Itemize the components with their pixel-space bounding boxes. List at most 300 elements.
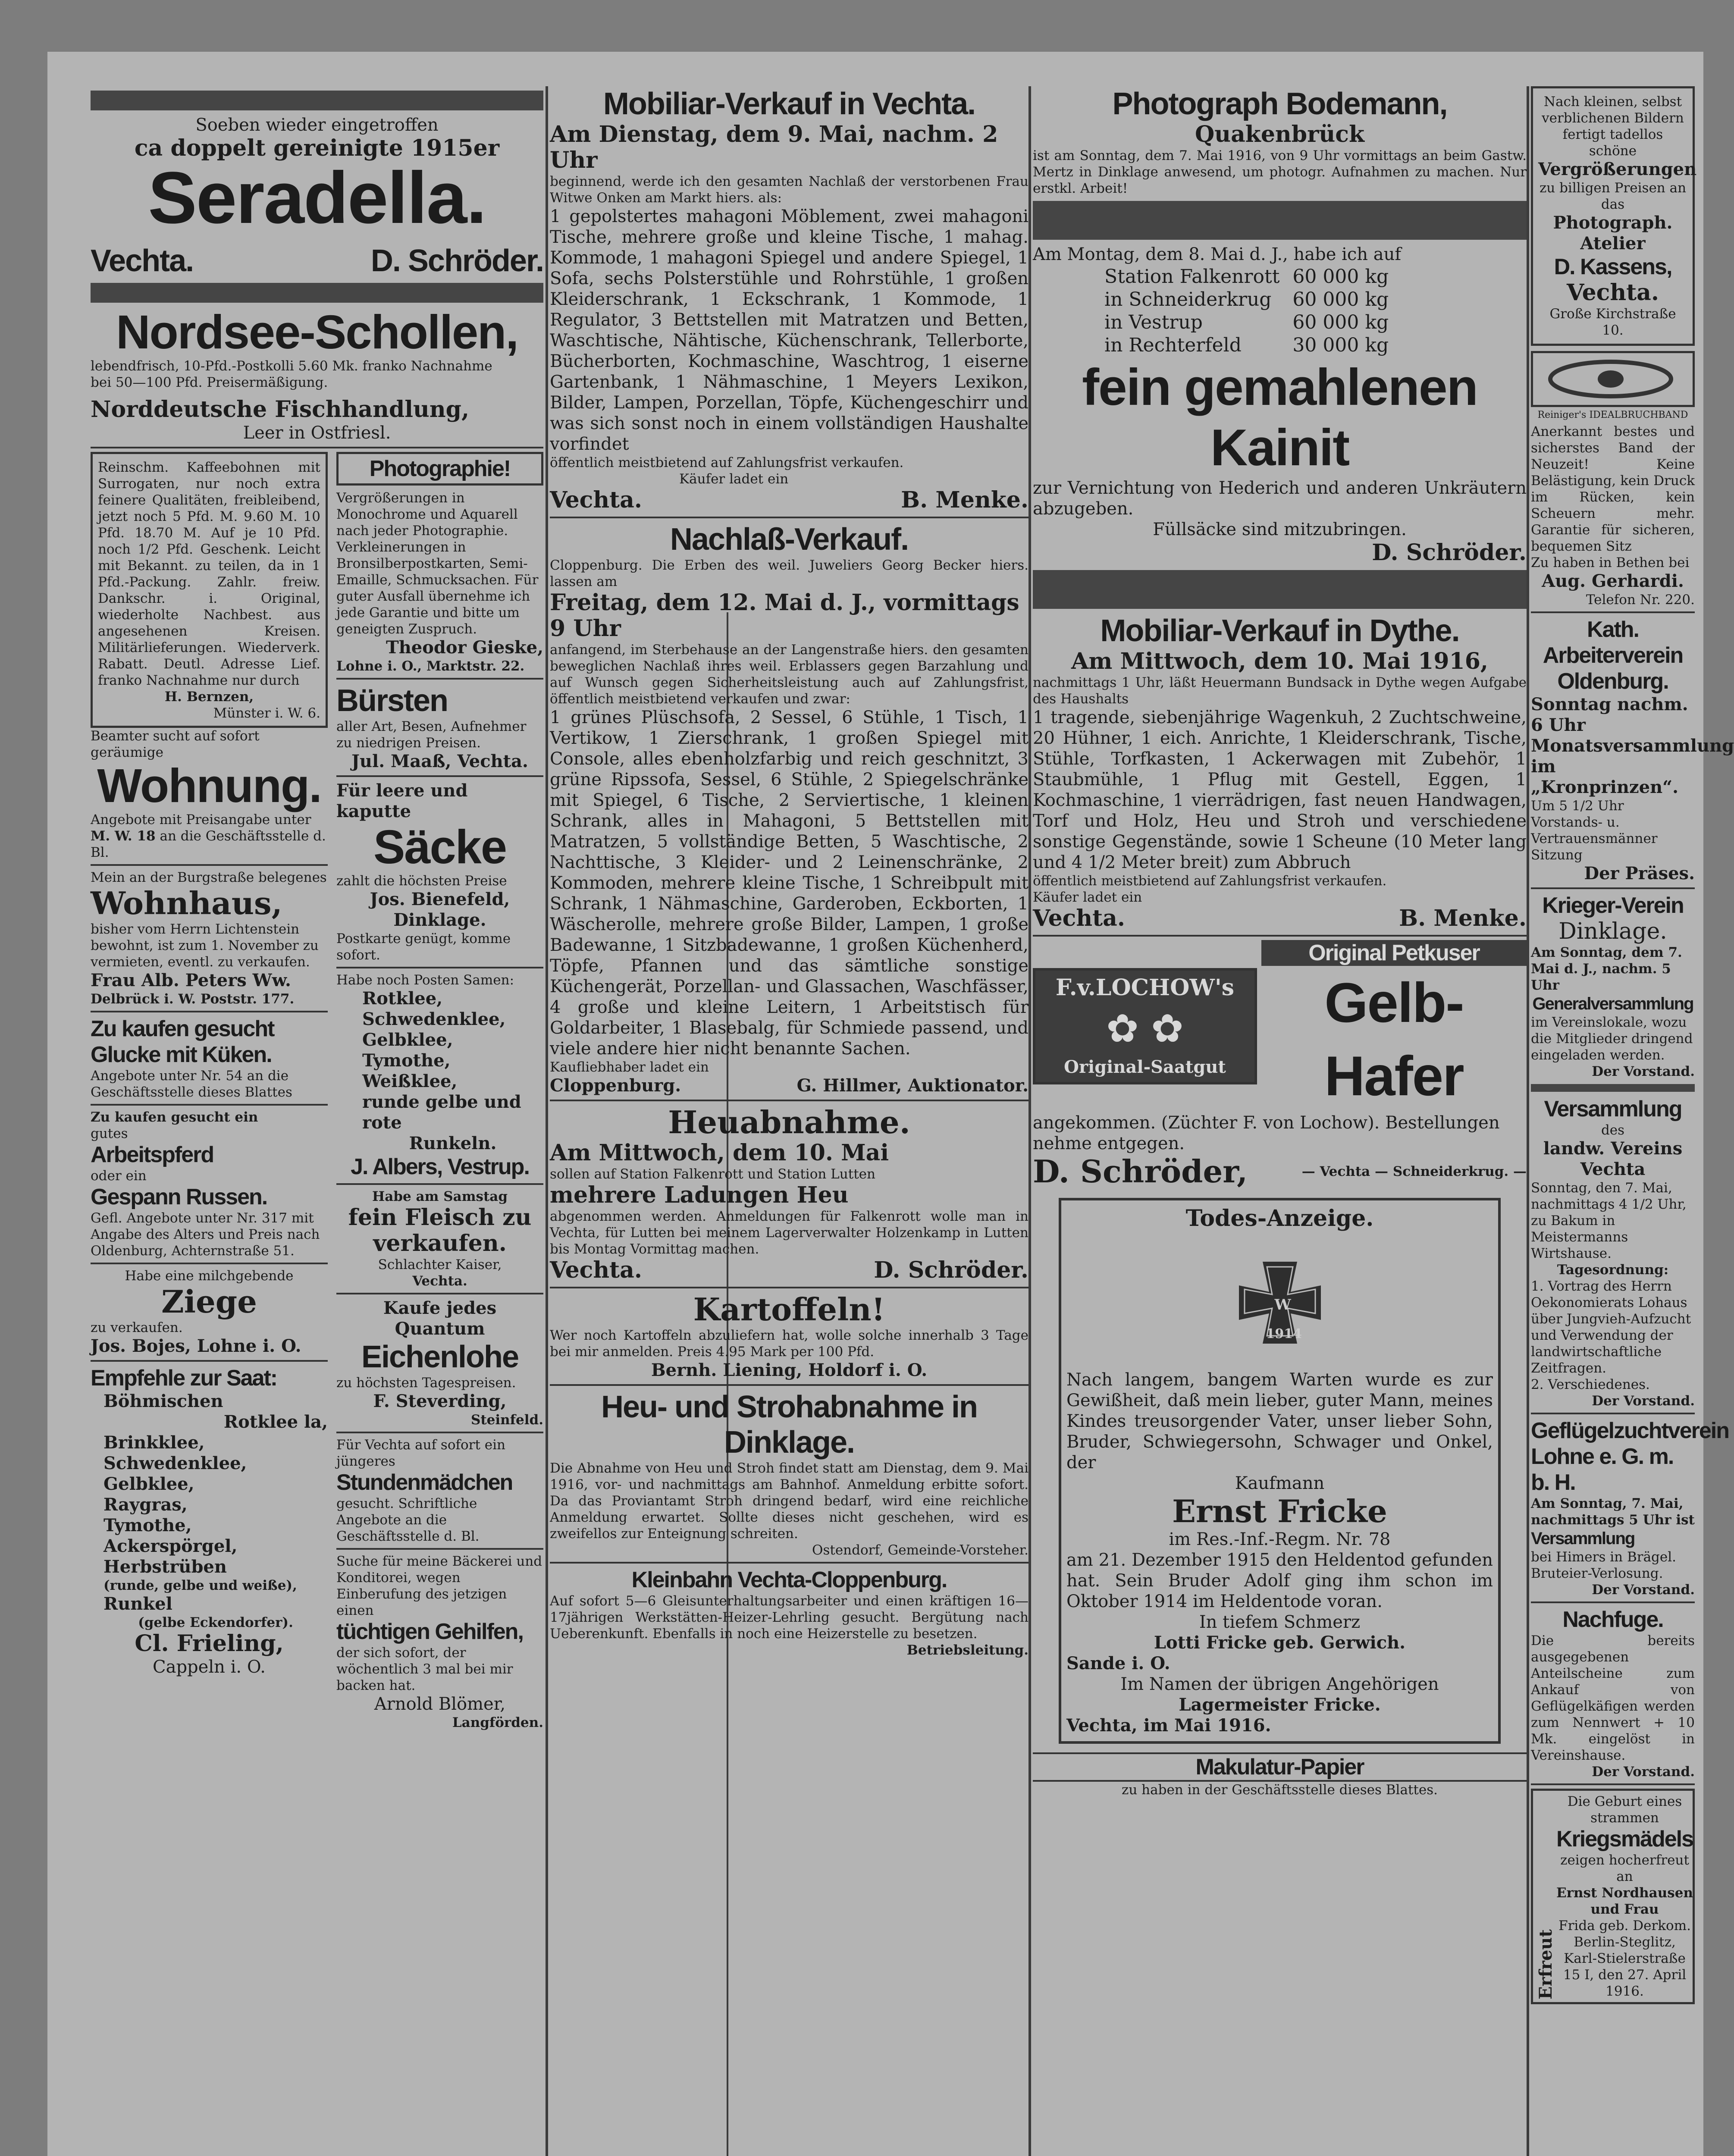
ad-title: Vergrößerungen xyxy=(1538,159,1697,179)
ad-intro: Zu kaufen gesucht ein xyxy=(91,1109,258,1125)
ad-name: D. Schröder. xyxy=(874,1257,1028,1283)
divider xyxy=(336,775,543,777)
ad-text: im Vereinslokale, wozu die Mitglieder dringend eingeladen werden. xyxy=(1531,1015,1693,1063)
seed-item: Schwedenklee, xyxy=(362,1009,506,1029)
ad-text: Große Kirchstraße 10. xyxy=(1549,306,1676,338)
hafer-ad xyxy=(1033,940,1527,1189)
logo-title: F.v.LOCHOW's xyxy=(1055,975,1235,1001)
ad-text: In tiefem Schmerz xyxy=(1199,1612,1361,1632)
ad-intro: nachmittags 1 Uhr, läßt Heuermann Bundsack in Dythe wegen Aufgabe des Haushalts xyxy=(1033,675,1527,707)
ad-place: Münster i. W. 6. xyxy=(213,705,320,721)
ad-place: Vechta. xyxy=(1033,905,1125,931)
ad-body: 1 gepolstertes mahagoni Möblement, zwei mahagoni Tische, mehrere große und kleine Tische, 1 mahag. Kommode, 1 mahagoni Spiegel und andere Spiegel, 1 Sofa, sechs Polsterstühle und Rohrstühle, 1 großen Kleiderschrank, 1 Eckschrank, 1 Kommode, 1 Regulator, 3 Bettstellen mit Matratzen und Betten, Waschtische, Nähtische, Küchenschrank, Tellerborte, Bücherborten, Kochmaschine, Waschtrog, 1 eiserne Gartenbank, 1 Nähmaschine, 1 Meyers Lexikon, Bilder, Lampen, Porzellan, Töpfe, Küchengeschirr und was sich sonst noch in einem vollständigen Haushalte vorfindet xyxy=(550,207,1028,454)
ad-text: zur Vernichtung von Hederich und anderen Unkräutern abzugeben. xyxy=(1033,478,1527,519)
ad-role: Kaufmann xyxy=(1235,1473,1325,1493)
ad-name: Frida geb. Derkom. xyxy=(1558,1918,1691,1934)
ad-text: oder ein xyxy=(91,1168,147,1184)
wohnung-ad xyxy=(91,728,328,866)
ad-text: Angebote unter Nr. 54 an die Geschäftsstelle dieses Blattes xyxy=(91,1068,292,1100)
ad-sign: Der Vorstand. xyxy=(1592,1064,1695,1079)
divider xyxy=(336,1548,543,1550)
column-rule xyxy=(546,86,548,2156)
ad-text: Vergrößerungen in Monochrome und Aquarell nach jeder Photographie. xyxy=(336,490,518,539)
saecke-ad xyxy=(336,780,543,968)
kaffee-ad xyxy=(91,452,328,728)
ad-sign: Der Präses. xyxy=(1584,863,1695,884)
ad-name: F. Steverding, xyxy=(373,1391,507,1411)
ad-caption: Reiniger's IDEALBRUCHBAND xyxy=(1537,410,1688,420)
seed-item: Runkeln. xyxy=(409,1133,497,1153)
ad-place: Vechta. xyxy=(550,487,642,513)
divider xyxy=(550,1384,1028,1386)
ad-intro: Habe eine milchgebende xyxy=(125,1268,294,1284)
divider xyxy=(91,91,543,110)
ad-text: an die Geschäftsstelle d. Bl. xyxy=(91,828,326,860)
ad-text: Verkleinerungen in Bronsilberpostkarten, Semi-Emaille, Schmucksachen. Für guter Ausfall übernehme ich jede Garantie und bitte um geneigten Zuspruch. xyxy=(336,539,539,637)
divider xyxy=(336,1183,543,1185)
heuabnahme-ad xyxy=(550,1105,1028,1288)
agenda-item: 2. Verschiedenes. xyxy=(1531,1377,1650,1392)
table-cell: 30 000 kg xyxy=(1292,334,1389,356)
cross-letter: W xyxy=(1274,1296,1291,1313)
ad-text: Wer noch Kartoffeln abzuliefern hat, wolle solche innerhalb 3 Tage bei mir anmelden. Preis 4.95 Mark per 100 Pfd. xyxy=(550,1328,1028,1360)
ad-name: Ostendorf, Gemeinde-Vorsteher. xyxy=(812,1542,1028,1558)
ad-code: M. W. 18 xyxy=(91,828,156,844)
landw-ad xyxy=(1531,1096,1695,1414)
column-4 xyxy=(1531,86,1734,2156)
divider xyxy=(91,1263,328,1264)
mobiliar-dythe-ad xyxy=(1033,613,1527,937)
ad-title: Geflügelzuchtverein Lohne e. G. m. b. H. xyxy=(1531,1418,1729,1495)
ad-name: Ernst Nordhausen und Frau xyxy=(1556,1885,1693,1917)
ad-place: Leer in Ostfriesl. xyxy=(243,423,391,443)
ad-text: gesucht. Schriftliche Angebote an die Geschäftsstelle d. Bl. xyxy=(336,1496,480,1544)
table-cell: in Schneiderkrug xyxy=(1104,288,1272,310)
ad-text: öffentlich meistbietend auf Zahlungsfrist verkaufen. xyxy=(1033,873,1387,889)
kassens-ad xyxy=(1531,86,1695,346)
ad-text: zu haben in der Geschäftsstelle dieses Blattes. xyxy=(1122,1782,1438,1798)
agenda-item: 1. Vortrag des Herrn Oekonomierats Lohaus über Jungvieh-Aufzucht und Verwendung der landwirtschaftliche Zeitfragen. xyxy=(1531,1279,1691,1376)
ad-text: Reinschm. Kaffeebohnen mit Surrogaten, nur noch extra feinere Qualitäten, freibleibend, jetzt noch 5 Pfd. M. 9.60 M. 10 Pfd. 18.70 M. Auf je 10 Pfd. noch 1/2 Pfd. Geschenk. Leicht mit Bekannt. zu teilen, da in 1 Pfd.-Packung. Zahlr. freiw. Dankschr. i. Original, wiederholte Nachbest. aus angesehenen Kreisen. Militärlieferungen. Wiederverk. Rabatt. Deutl. Adresse Lief. franko Nachnahme nur durch xyxy=(98,460,320,688)
ad-title: Photograph Bodemann, xyxy=(1112,87,1447,121)
ad-text: Die bereits ausgegebenen Anteilscheine zum Ankauf von Geflügelkäfigen werden zum Nennwert + 10 Mk. eingelöst in Vereinshause. xyxy=(1531,1633,1695,1763)
ad-title: Krieger-Verein xyxy=(1542,893,1684,918)
ad-title: Bürsten xyxy=(336,683,448,718)
seed-item: Brinkklee, xyxy=(103,1432,205,1453)
seed-item: Runkel xyxy=(103,1594,172,1614)
ad-text: der sich sofort, der wöchentlich 3 mal bei mir backen hat. xyxy=(336,1645,513,1693)
ad-place: — Vechta — Schneiderkrug. — xyxy=(1301,1164,1527,1179)
ad-name: Lotti Fricke geb. Gerwich. xyxy=(1154,1633,1406,1653)
nachfuge-ad xyxy=(1531,1607,1695,1785)
ad-text: Postkarte genügt, komme sofort. xyxy=(336,931,511,963)
seed-item: Ackerspörgel, xyxy=(103,1536,238,1556)
ad-text: bei Himers in Brägel. Bruteier-Verlosung. xyxy=(1531,1549,1677,1581)
pferd-ad xyxy=(91,1109,328,1264)
ad-text: Füllsäcke sind mitzubringen. xyxy=(1153,520,1407,539)
seed-item: Schwedenklee, xyxy=(103,1453,247,1473)
deceased-name: Ernst Fricke xyxy=(1172,1493,1387,1529)
seed-item: runde gelbe und rote xyxy=(362,1092,521,1133)
column-2 xyxy=(550,86,1028,2156)
gehilfen-ad xyxy=(336,1553,543,1731)
stundenmaedchen-ad xyxy=(336,1437,543,1550)
ad-title: Heuabnahme. xyxy=(668,1104,910,1141)
ad-text: ist am Sonntag, dem 7. Mai 1916, von 9 Uhr vormittags an beim Gastw. Mertz in Dinklage anwesend, um photogr. Aufnahmen zu machen. Nur erstkl. Arbeit! xyxy=(1033,148,1527,196)
divider xyxy=(336,1293,543,1294)
ad-name: Schlachter Kaiser, xyxy=(378,1257,502,1272)
seed-item: Gelbklee, xyxy=(362,1030,453,1050)
ad-place: Vechta, im Mai 1916. xyxy=(1066,1715,1271,1736)
seed-item: Tymothe, xyxy=(103,1515,192,1536)
divider xyxy=(1531,1601,1695,1603)
seed-item: Rotklee la, xyxy=(223,1412,328,1432)
divider xyxy=(1531,1783,1695,1785)
col1-left xyxy=(91,452,328,1731)
divider xyxy=(1531,1084,1695,1092)
ad-text: Käufer ladet ein xyxy=(1033,890,1142,905)
seed-item: (runde, gelbe und weiße), xyxy=(103,1578,297,1593)
divider xyxy=(1531,611,1695,613)
ad-text: Die Abnahme von Heu und Stroh findet statt am Dienstag, dem 9. Mai 1916, vor- und nachmittags am Bahnhof. Anmeldung erbitte sofort. Da das Proviantamt Stroh dringend bedarf, wird eine reichliche Anmeldung erwartet. Sollte dieses nicht geschehen, wird es zweifellos zur Enteignung schreiten. xyxy=(550,1460,1028,1542)
ad-date: Freitag, dem 12. Mai d. J., vormittags 9 Uhr xyxy=(550,589,1019,642)
ad-text: sollen auf Station Falkenrott und Station Lutten xyxy=(550,1166,875,1182)
ad-text: Kaufliebhaber ladet ein xyxy=(550,1059,709,1075)
seed-item: Raygras, xyxy=(103,1495,188,1515)
ad-title: Eichenlohe xyxy=(361,1340,519,1374)
ad-place: Sande i. O. xyxy=(1066,1653,1170,1673)
strohabnahme-ad xyxy=(550,1389,1028,1564)
ad-text: im Res.-Inf.-Regm. Nr. 78 xyxy=(1169,1529,1391,1549)
ad-title: Kartoffeln! xyxy=(693,1291,885,1328)
ad-intro: ca doppelt gereinigte 1915er xyxy=(134,135,500,161)
ad-title: Mobiliar-Verkauf in Dythe. xyxy=(1100,614,1459,648)
ad-text: lebendfrisch, 10-Pfd.-Postkolli 5.60 Mk. franko Nachnahme xyxy=(91,358,492,374)
ad-name: Arnold Blömer, xyxy=(374,1694,506,1714)
ad-text: Nach kleinen, selbst verblichenen Bildern fertigt tadellos schöne xyxy=(1542,94,1684,159)
arbeiterverein-ad xyxy=(1531,617,1734,889)
truss-icon xyxy=(1531,351,1695,407)
samen-ad xyxy=(336,972,543,1185)
ad-place: Vechta. xyxy=(91,244,194,278)
ad-title: tüchtigen Gehilfen, xyxy=(336,1619,523,1644)
ad-title: Original Petkuser xyxy=(1261,940,1527,966)
ad-seller: D. Schröder. xyxy=(370,244,543,278)
ad-title: Photographie! xyxy=(336,452,543,486)
ad-place: Steinfeld. xyxy=(470,1412,543,1428)
ad-intro: Kaufe jedes Quantum xyxy=(383,1298,497,1339)
ad-intro: Für Vechta auf sofort ein jüngeres xyxy=(336,1437,505,1469)
ad-name: Frau Alb. Peters Ww. xyxy=(91,970,291,990)
ad-text: Telefon Nr. 220. xyxy=(1586,592,1695,608)
seed-item: Böhmischen xyxy=(103,1391,223,1411)
ad-firm: Norddeutsche Fischhandlung, xyxy=(91,396,470,423)
ad-intro: Für leere und kaputte xyxy=(336,780,468,821)
ad-title: Nachlaß-Verkauf. xyxy=(670,522,909,557)
divider xyxy=(1531,887,1695,889)
ad-date: Am Dienstag, dem 9. Mai, nachm. 2 Uhr xyxy=(550,121,998,173)
ad-place: Delbrück i. W. Poststr. 177. xyxy=(91,991,295,1007)
ad-title: Ziege xyxy=(161,1283,257,1320)
seed-item: (gelbe Eckendorfer). xyxy=(138,1615,293,1630)
divider xyxy=(550,1287,1028,1288)
ad-title: Kriegsmädels xyxy=(1556,1827,1693,1852)
seed-item: Weißklee, xyxy=(362,1071,458,1091)
ad-title: Nachfuge. xyxy=(1562,1607,1663,1632)
ad-body: 1 grünes Plüschsofa, 2 Sessel, 6 Stühle, 1 Tisch, 1 Vertikow, 1 Zierschrank, 1 großen Spiegel mit Console, alles ebenholzfarbig und reich geschnitzt, 3 grüne Ripssofa, Sessel, 6 Stühle, 2 Spiegelschränke mit Spiegel, 6 Tische, 2 Serviertische, 1 kleinen Schrank, alles in Mahagoni, 5 Bettstellen mit Matratzen, 5 vollständige Betten, 5 Waschtische, 2 Nachttische, 3 Kleider- und 2 Leinenschränke, 2 Kommoden, mehrere kleine Tische, 1 Schreibpult mit Schrank, 1 Nähmaschine, Garderoben, Eckborten, 1 Wäscherolle, mehrere große Bilder, Lampen, 1 große Badewanne, 1 Sitzbadewanne, 1 großen Küchenherd, Töpfe, Pfannen und das sämtliche sonstige Küchengerät, Porzellan- und Glassachen, Waschfässer, 4 große und kleine Leitern, 1 Arbeitstisch für Goldarbeiter, 1 Blasebalg, für Schmiede passend, und viele andere hier nicht benannte Sachen. xyxy=(550,708,1028,1059)
ad-text: Gefl. Angebote unter Nr. 317 mit Angabe des Alters und Preis nach Oldenburg, Achternstraße 51. xyxy=(91,1210,320,1259)
ad-text: zu billigen Preisen an das xyxy=(1539,180,1687,212)
ad-title: Seradella. xyxy=(148,157,486,239)
ad-name: D. Schröder, xyxy=(1033,1153,1248,1190)
seed-item: Rotklee, xyxy=(362,988,443,1009)
ad-text: bei 50—100 Pfd. Preisermäßigung. xyxy=(91,375,328,390)
buersten-ad xyxy=(336,683,543,777)
ad-firm: Photograph. Atelier xyxy=(1553,213,1673,254)
todes-anzeige xyxy=(1059,1198,1501,1744)
gefluegel-ad xyxy=(1531,1418,1729,1603)
divider xyxy=(91,447,543,448)
ad-place: Quakenbrück xyxy=(1195,121,1364,147)
ad-title: Wohnhaus, xyxy=(91,885,282,921)
ad-text: Nach langem, bangem Warten wurde es zur Gewißheit, daß mein lieber, guter Mann, meines Kindes treusorgender Vater, unser lieber Sohn, Bruder, Schwiegersohn, Schwager und Onkel, der xyxy=(1066,1370,1493,1473)
ad-place: Vechta. xyxy=(1567,279,1659,306)
ad-text: Zu haben in Bethen bei xyxy=(1531,555,1690,570)
ad-name: J. Albers, Vestrup. xyxy=(351,1154,529,1179)
ad-title: Kleinbahn Vechta-Cloppenburg. xyxy=(631,1567,947,1592)
ad-title: mehrere Ladungen Heu xyxy=(550,1182,849,1208)
bandage-ad xyxy=(1531,351,1695,613)
ad-text: öffentlich meistbietend auf Zahlungsfrist verkaufen. xyxy=(550,455,904,470)
ad-title: Gespann Russen. xyxy=(91,1185,267,1210)
ad-date: Am Sonntag, dem 7. Mai d. J., nachm. 5 Uhr xyxy=(1531,945,1682,993)
column-rule xyxy=(1527,86,1529,2156)
ad-name: B. Menke. xyxy=(1399,905,1527,931)
ad-place: Vechta. xyxy=(412,1273,467,1289)
ad-text: Angebote mit Preisangabe unter xyxy=(91,812,311,827)
ad-agenda: Tagesordnung: xyxy=(1557,1262,1669,1278)
ad-text: Im Namen der übrigen Angehörigen xyxy=(1120,1674,1439,1694)
ad-title: Zu kaufen gesucht Glucke mit Küken. xyxy=(91,1016,274,1067)
seed-item: Herbstrüben xyxy=(103,1557,227,1577)
ad-text: Käufer ladet ein xyxy=(679,471,789,487)
divider xyxy=(1033,935,1527,937)
ad-title: fein gemahlenen Kainit xyxy=(1082,358,1477,476)
seradella-ad xyxy=(91,91,543,303)
geburt-ad xyxy=(1531,1789,1695,2004)
table-row xyxy=(1098,266,1395,288)
ad-text: des xyxy=(1601,1122,1625,1138)
ad-place: Cappeln i. O. xyxy=(153,1657,266,1677)
table-cell: in Vestrup xyxy=(1104,311,1203,333)
ad-sign: Der Vorstand. xyxy=(1592,1764,1695,1780)
ad-date: Am Sonntag, 7. Mai, nachmittags 5 Uhr ist xyxy=(1531,1496,1695,1528)
ad-place: Cloppenburg. xyxy=(550,1075,681,1096)
ad-name: Cl. Frieling, xyxy=(135,1630,284,1657)
fleisch-ad xyxy=(336,1188,543,1294)
ad-intro: Cloppenburg. Die Erben des weil. Juweliers Georg Becker hiers. lassen am xyxy=(550,558,1028,589)
ad-date: Sonntag nachm. 6 Uhr xyxy=(1531,694,1688,735)
ad-title: fein Fleisch zu verkaufen. xyxy=(348,1204,532,1257)
table-row xyxy=(1098,288,1395,310)
ad-title: Gelb-Hafer xyxy=(1324,971,1464,1107)
column-rule xyxy=(1028,86,1031,2156)
divider xyxy=(91,1104,328,1106)
ad-intro: Beamter sucht auf sofort geräumige xyxy=(91,728,260,760)
ad-name: Lagermeister Fricke. xyxy=(1179,1695,1381,1715)
ad-text: Anerkannt bestes und sicherstes Band der Neuzeit! Keine Belästigung, kein Druck im Rücken, kein Scheuern mehr. Garantie für sicheren, bequemen Sitz xyxy=(1531,424,1695,554)
makulatur-ad xyxy=(1033,1752,1527,1798)
wohnhaus-ad xyxy=(91,869,328,1012)
ad-text: aller Art, Besen, Aufnehmer zu niedrigen Preisen. xyxy=(336,719,527,751)
ad-title: Wohnung. xyxy=(97,759,321,812)
ad-name: D. Schröder. xyxy=(1372,539,1527,566)
ad-intro: beginnend, werde ich den gesamten Nachlaß der verstorbenen Frau Witwe Onken am Markt hiers. als: xyxy=(550,174,1028,206)
ad-title: Makulatur-Papier xyxy=(1033,1752,1527,1782)
logo-caption: Original-Saatgut xyxy=(1064,1057,1226,1077)
ad-title: Stundenmädchen xyxy=(336,1470,513,1495)
column-3 xyxy=(1033,86,1527,2156)
ad-place: Dinklage. xyxy=(393,910,486,930)
ad-name: Aug. Gerhardi. xyxy=(1542,571,1684,591)
divider xyxy=(91,1360,328,1362)
ad-name: Bernh. Liening, Holdorf i. O. xyxy=(651,1360,928,1380)
ad-intro: gutes xyxy=(91,1126,128,1141)
ad-title: Heu- und Strohabnahme in Dinklage. xyxy=(601,1390,977,1460)
scholle-ad xyxy=(91,307,543,448)
ad-title: Nordsee-Schollen, xyxy=(116,306,518,359)
kainit-ad xyxy=(1033,244,1527,609)
table-row xyxy=(1098,311,1395,333)
table-cell: 60 000 kg xyxy=(1292,266,1389,288)
wheat-icon: ✿ ✿ xyxy=(1106,1006,1184,1051)
divider xyxy=(550,1562,1028,1564)
ad-text: zu verkaufen. xyxy=(91,1320,183,1335)
ad-name: H. Bernzen, xyxy=(164,689,254,705)
ad-title: Monatsversammlung xyxy=(1531,736,1734,756)
ad-place: Lohne i. O., Marktstr. 22. xyxy=(336,658,525,674)
ad-name: D. Kassens, xyxy=(1554,254,1672,279)
ad-name: G. Hillmer, Auktionator. xyxy=(796,1075,1028,1096)
divider xyxy=(91,283,543,303)
ad-text: zu höchsten Tagespreisen. xyxy=(336,1375,516,1391)
lochow-logo xyxy=(1033,968,1257,1084)
ad-text: bisher vom Herrn Lichtenstein bewohnt, ist zum 1. November zu vermieten, eventl. zu verkaufen. xyxy=(91,921,319,970)
glucke-ad xyxy=(91,1016,328,1106)
divider xyxy=(91,1011,328,1012)
eichenlohe-ad xyxy=(336,1298,543,1433)
col1-right xyxy=(336,452,543,1731)
seed-item: Gelbklee, xyxy=(103,1474,194,1494)
ad-text: anfangend, im Sterbehause an der Langenstraße hiers. den gesamten beweglichen Nachlaß ihres weil. Erblassers gegen Barzahlung und auf Wunsch gegen Sicherheitsleistung auch auf Zahlungsfrist, öffentlich meistbietend verkaufen und zwar: xyxy=(550,642,1028,707)
ziege-ad xyxy=(91,1268,328,1362)
ad-text: am 21. Dezember 1915 den Heldentod gefunden hat. Sein Bruder Adolf ging ihm schon im Oktober 1914 im Heldentode voran. xyxy=(1066,1550,1493,1611)
ad-text: abgenommen werden. Anmeldungen für Falkenrott wolle man in Vechta, für Lutten bei meinem Lagerverwalter Holzenkamp in Lutten bis Montag Vormittag machen. xyxy=(550,1209,1028,1257)
ad-title: Arbeitspferd xyxy=(91,1142,214,1167)
photographie-ad xyxy=(336,452,543,680)
ad-intro: Habe am Samstag xyxy=(372,1189,508,1204)
kartoffeln-ad xyxy=(550,1292,1028,1386)
ad-title: Empfehle zur Saat: xyxy=(91,1366,277,1391)
ad-title: Säcke xyxy=(373,821,507,874)
ad-text: Auf sofort 5—6 Gleisunterhaltungsarbeiter und einen kräftigen 16—17jährigen Werkstätten-Heizer-Lehrling gesucht. Bergütung nach Ueberenkunft. Ebenfalls in noch eine Heizerstelle zu besetzen. xyxy=(550,1593,1028,1642)
divider xyxy=(336,678,543,680)
ad-intro: Soeben wieder eingetroffen xyxy=(195,115,439,135)
krieger-ad xyxy=(1531,893,1695,1092)
seed-item: Tymothe, xyxy=(362,1050,451,1071)
table-cell: 60 000 kg xyxy=(1292,311,1389,333)
cross-year: 1914 xyxy=(1266,1326,1302,1341)
ad-intro: Mein an der Burgstraße belegenes xyxy=(91,870,327,885)
kainit-table xyxy=(1097,265,1395,357)
ad-name: Jos. Bojes, Lohne i. O. xyxy=(91,1336,301,1356)
ad-text: im „Kronprinzen“. xyxy=(1531,756,1679,797)
divider xyxy=(550,517,1028,518)
iron-cross-icon xyxy=(1215,1236,1345,1365)
ad-name: Theodor Gieske, xyxy=(386,637,543,658)
ad-title: Todes-Anzeige. xyxy=(1185,1205,1374,1232)
ad-body: 1 tragende, siebenjährige Wagenkuh, 2 Zuchtschweine, 20 Hühner, 1 eich. Anrichte, 1 Kleiderschrank, Tische, Stühle, Torfkasten, 1 Ackerwagen mit Zubehör, 1 Staubmühle, 1 Pflug mit Gestell, Eggen, 1 Kochmaschine, 1 vierrädrigen, fast neuen Handwagen, Torf und Holz, Heu und Stroh und verschiedene sonstige Gegenstände, sowie 1 Scheune (10 Meter lang und 4 1/2 Meter breit) zum Abbruch xyxy=(1033,708,1527,872)
ad-title: Versammlung xyxy=(1531,1529,1635,1548)
ad-sign: Der Vorstand. xyxy=(1592,1393,1695,1409)
ad-place: Berlin-Steglitz, Karl-Stielerstraße 15 I, den 27. April 1916. xyxy=(1563,1934,1687,1999)
table-cell: 60 000 kg xyxy=(1292,288,1389,310)
nachlass-ad xyxy=(550,522,1028,1101)
ad-date: Am Mittwoch, dem 10. Mai 1916, xyxy=(1071,648,1489,674)
saat-ad xyxy=(91,1365,328,1677)
ad-title: Mobiliar-Verkauf in Vechta. xyxy=(603,87,975,121)
divider xyxy=(1033,570,1527,609)
ad-place: Langförden. xyxy=(452,1715,543,1730)
ad-side: Erfreut xyxy=(1536,1929,1556,1999)
newspaper-page xyxy=(47,52,1734,2156)
ad-place: Vechta. xyxy=(550,1257,642,1283)
ad-date: Sonntag, den 7. Mai, nachmittags 4 1/2 Uhr, zu Bakum in Meistermanns Wirtshause. xyxy=(1531,1180,1687,1261)
ad-date: Am Mittwoch, dem 10. Mai xyxy=(550,1140,889,1166)
bodemann-ad xyxy=(1033,86,1527,240)
ad-sign: Der Vorstand. xyxy=(1592,1582,1695,1598)
mobiliar-vechta-ad xyxy=(550,86,1028,518)
divider xyxy=(1033,201,1527,240)
ad-text: Die Geburt eines strammen xyxy=(1567,1794,1682,1826)
divider xyxy=(336,1432,543,1433)
ad-place: Dinklage. xyxy=(1558,918,1667,944)
ad-title: landw. Vereins Vechta xyxy=(1543,1138,1683,1179)
ad-name: Betriebsleitung. xyxy=(906,1642,1028,1658)
table-cell: Station Falkenrott xyxy=(1104,266,1280,288)
ad-title: Kath. Arbeiterverein Oldenburg. xyxy=(1543,617,1683,694)
ad-intro: Am Montag, dem 8. Mai d. J., habe ich auf xyxy=(1033,244,1402,264)
ad-name: B. Menke. xyxy=(901,487,1028,513)
ad-text: zahlt die höchsten Preise xyxy=(336,873,507,889)
divider xyxy=(91,864,328,866)
ad-title: Versammlung xyxy=(1544,1097,1682,1122)
column-1 xyxy=(91,86,543,2156)
ad-text: zeigen hocherfreut an xyxy=(1560,1852,1689,1884)
ad-intro: Suche für meine Bäckerei und Konditorei, wegen Einberufung des jetzigen einen xyxy=(336,1554,542,1618)
kleinbahn-ad xyxy=(550,1567,1028,1658)
ad-title: Generalversammlung xyxy=(1532,994,1693,1013)
table-cell: in Rechterfeld xyxy=(1104,334,1242,356)
divider xyxy=(336,967,543,968)
table-row xyxy=(1098,334,1395,356)
ad-text: angekommen. (Züchter F. von Lochow). Bestellungen nehme entgegen. xyxy=(1033,1113,1500,1153)
ad-intro: Habe noch Posten Samen: xyxy=(336,972,514,988)
ad-name: Jul. Maaß, Vechta. xyxy=(351,751,528,771)
divider xyxy=(550,1100,1028,1101)
ad-name: Jos. Bienefeld, xyxy=(370,889,510,909)
divider xyxy=(1531,1413,1695,1414)
